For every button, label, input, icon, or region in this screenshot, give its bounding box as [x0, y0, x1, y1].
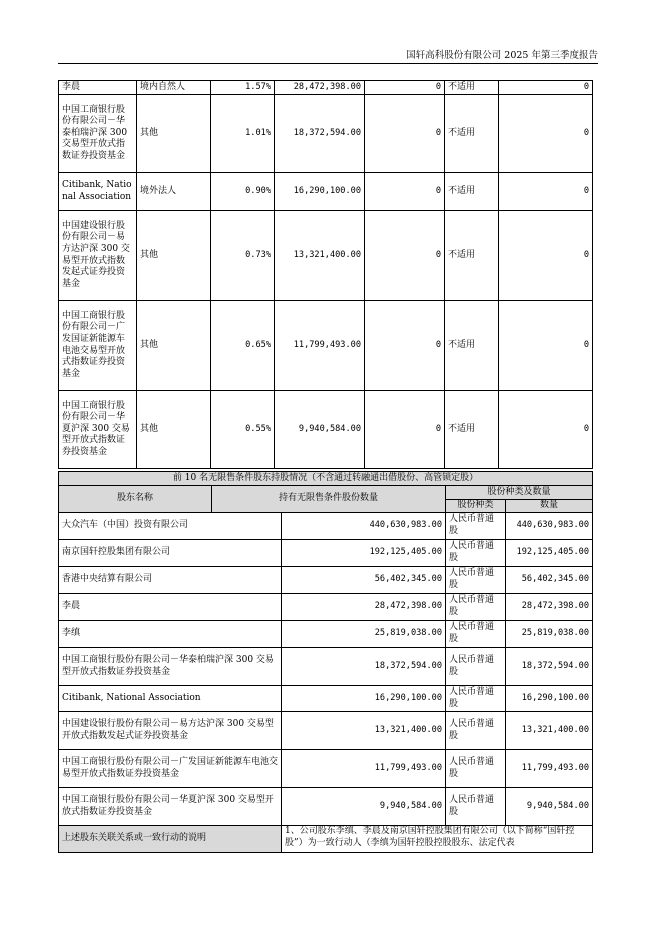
bottom-cell-shares: 9,940,584.00	[282, 788, 446, 826]
bottom-cell-shares: 440,630,983.00	[282, 513, 446, 540]
top-cell-count: 0	[499, 211, 593, 301]
top-cell-count: 0	[499, 81, 593, 95]
table-row	[59, 686, 593, 712]
top-cell-count: 0	[499, 301, 593, 391]
bottom-cell-type: 人民币普通股	[446, 567, 506, 594]
top-cell-name: 李晨	[59, 81, 137, 95]
bottom-cell-shares: 56,402,345.00	[282, 567, 446, 594]
top-cell-restricted: 0	[365, 95, 445, 173]
bottom-cell-shares: 16,290,100.00	[282, 686, 446, 712]
top-cell-pct: 1.01%	[211, 95, 275, 173]
bottom-cell-qty: 440,630,983.00	[506, 513, 593, 540]
top-cell-pct: 0.65%	[211, 301, 275, 391]
col-header-type: 股份种类	[446, 500, 506, 513]
top-cell-shares: 9,940,584.00	[275, 391, 365, 469]
top-cell-shares: 18,372,594.00	[275, 95, 365, 173]
bottom-cell-qty: 25,819,038.00	[506, 621, 593, 648]
bottom-cell-qty: 28,472,398.00	[506, 594, 593, 621]
bottom-cell-qty: 11,799,493.00	[506, 750, 593, 788]
top-cell-shares: 11,799,493.00	[275, 301, 365, 391]
bottom-cell-qty: 16,290,100.00	[506, 686, 593, 712]
relation-text: 1、公司股东李缜、李晨及南京国轩控股集团有限公司（以下简称“国轩控股”）为一致行动人（李缜为国轩控股控股股东、法定代表	[282, 826, 593, 853]
bottom-cell-qty: 18,372,594.00	[506, 648, 593, 686]
table-row	[59, 621, 593, 648]
top-cell-nature: 其他	[137, 391, 211, 469]
col-header-type-group: 股份种类及数量	[446, 486, 593, 500]
bottom-cell-name: 李晨	[59, 594, 282, 621]
bottom-cell-shares: 13,321,400.00	[282, 712, 446, 750]
top-cell-name: Citibank, National Association	[59, 173, 137, 211]
top-cell-restricted: 0	[365, 211, 445, 301]
top-cell-status: 不适用	[445, 95, 499, 173]
table-row	[59, 750, 593, 788]
top-cell-shares: 13,321,400.00	[275, 211, 365, 301]
bottom-cell-name: 李缜	[59, 621, 282, 648]
bottom-cell-name: 中国工商银行股份有限公司－华泰柏瑞沪深 300 交易型开放式指数证券投资基金	[59, 648, 282, 686]
unrestricted-shareholders-table	[58, 471, 593, 853]
top-cell-pct: 1.57%	[211, 81, 275, 95]
bottom-cell-shares: 18,372,594.00	[282, 648, 446, 686]
bottom-cell-name: 香港中央结算有限公司	[59, 567, 282, 594]
table-row	[59, 391, 593, 469]
header-rule	[58, 63, 598, 64]
bottom-cell-name: 大众汽车（中国）投资有限公司	[59, 513, 282, 540]
top-cell-status: 不适用	[445, 301, 499, 391]
bottom-cell-shares: 192,125,405.00	[282, 540, 446, 567]
bottom-cell-shares: 25,819,038.00	[282, 621, 446, 648]
section-title: 前 10 名无限售条件股东持股情况（不含通过转融通出借股份、高管锁定股）	[59, 472, 593, 486]
top-cell-status: 不适用	[445, 391, 499, 469]
relation-label: 上述股东关联关系或一致行动的说明	[59, 826, 282, 853]
col-header-quantity: 数量	[506, 500, 593, 513]
top-cell-name: 中国工商银行股份有限公司－广发国证新能源车电池交易型开放式指数证券投资基金	[59, 301, 137, 391]
bottom-cell-qty: 13,321,400.00	[506, 712, 593, 750]
top-cell-status: 不适用	[445, 211, 499, 301]
top-shareholders-table	[58, 80, 593, 469]
bottom-cell-name: 中国工商银行股份有限公司－广发国证新能源车电池交易型开放式指数证券投资基金	[59, 750, 282, 788]
bottom-cell-type: 人民币普通股	[446, 540, 506, 567]
col-header-unrestricted: 持有无限售条件股份数量	[212, 486, 446, 513]
top-cell-name: 中国工商银行股份有限公司－华夏沪深 300 交易型开放式指数证券投资基金	[59, 391, 137, 469]
bottom-cell-qty: 9,940,584.00	[506, 788, 593, 826]
bottom-cell-type: 人民币普通股	[446, 648, 506, 686]
table-row	[59, 173, 593, 211]
top-cell-count: 0	[499, 173, 593, 211]
table-row	[59, 648, 593, 686]
table-row	[59, 594, 593, 621]
table-row	[59, 95, 593, 173]
bottom-cell-type: 人民币普通股	[446, 712, 506, 750]
bottom-cell-type: 人民币普通股	[446, 788, 506, 826]
bottom-cell-type: 人民币普通股	[446, 594, 506, 621]
bottom-cell-shares: 28,472,398.00	[282, 594, 446, 621]
table-row	[59, 211, 593, 301]
bottom-cell-type: 人民币普通股	[446, 621, 506, 648]
bottom-cell-name: 中国建设银行股份有限公司－易方达沪深 300 交易型开放式指数发起式证券投资基金	[59, 712, 282, 750]
top-cell-pct: 0.90%	[211, 173, 275, 211]
top-cell-pct: 0.55%	[211, 391, 275, 469]
table-row	[59, 567, 593, 594]
top-cell-restricted: 0	[365, 391, 445, 469]
bottom-cell-name: 南京国轩控股集团有限公司	[59, 540, 282, 567]
top-cell-nature: 境外法人	[137, 173, 211, 211]
top-cell-status: 不适用	[445, 81, 499, 95]
top-cell-status: 不适用	[445, 173, 499, 211]
top-cell-shares: 28,472,398.00	[275, 81, 365, 95]
top-cell-count: 0	[499, 95, 593, 173]
top-cell-count: 0	[499, 391, 593, 469]
bottom-cell-shares: 11,799,493.00	[282, 750, 446, 788]
top-cell-nature: 其他	[137, 211, 211, 301]
bottom-cell-qty: 192,125,405.00	[506, 540, 593, 567]
table-row	[59, 540, 593, 567]
top-cell-name: 中国建设银行股份有限公司－易方达沪深 300 交易型开放式指数发起式证券投资基金	[59, 211, 137, 301]
table-row	[59, 712, 593, 750]
bottom-cell-type: 人民币普通股	[446, 686, 506, 712]
bottom-cell-qty: 56,402,345.00	[506, 567, 593, 594]
top-cell-nature: 其他	[137, 301, 211, 391]
top-cell-restricted: 0	[365, 173, 445, 211]
top-cell-nature: 其他	[137, 95, 211, 173]
table-row	[59, 81, 593, 95]
col-header-holder: 股东名称	[59, 486, 212, 513]
table-row	[59, 301, 593, 391]
page-header: 国轩高科股份有限公司 2025 年第三季度报告	[406, 50, 598, 61]
bottom-cell-type: 人民币普通股	[446, 513, 506, 540]
top-cell-nature: 境内自然人	[137, 81, 211, 95]
top-cell-shares: 16,290,100.00	[275, 173, 365, 211]
bottom-cell-name: Citibank, National Association	[59, 686, 282, 712]
bottom-cell-name: 中国工商银行股份有限公司－华夏沪深 300 交易型开放式指数证券投资基金	[59, 788, 282, 826]
table-row	[59, 788, 593, 826]
bottom-cell-type: 人民币普通股	[446, 750, 506, 788]
top-cell-restricted: 0	[365, 301, 445, 391]
top-cell-restricted: 0	[365, 81, 445, 95]
table-row	[59, 513, 593, 540]
top-cell-name: 中国工商银行股份有限公司－华泰柏瑞沪深 300 交易型开放式指数证券投资基金	[59, 95, 137, 173]
top-cell-pct: 0.73%	[211, 211, 275, 301]
